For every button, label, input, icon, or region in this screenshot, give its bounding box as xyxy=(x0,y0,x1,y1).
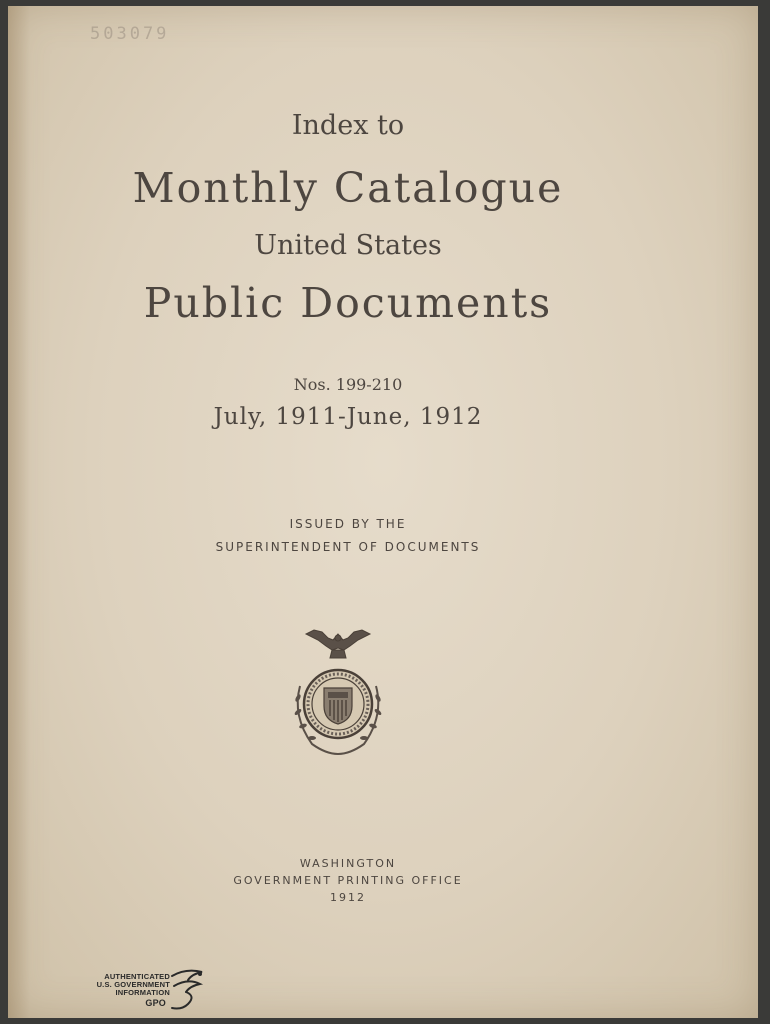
gpo-badge-line4: GPO xyxy=(145,998,166,1008)
title-line-index-to: Index to xyxy=(291,110,405,141)
issuer-line: SUPERINTENDENT OF DOCUMENTS xyxy=(215,540,481,554)
gpo-badge-line2: U.S. GOVERNMENT xyxy=(96,980,170,989)
gpo-badge-line3: INFORMATION xyxy=(115,988,170,997)
imprint-office: GOVERNMENT PRINTING OFFICE xyxy=(233,874,463,887)
gpo-badge-line1: AUTHENTICATED xyxy=(104,972,170,981)
accession-stamp: 503079 xyxy=(90,24,170,44)
issued-by-line: ISSUED BY THE xyxy=(289,517,407,531)
title-line-monthly-catalogue: Monthly Catalogue xyxy=(132,164,564,212)
document-page xyxy=(8,6,758,1018)
gpo-eagle-icon xyxy=(166,966,208,1012)
imprint-year: 1912 xyxy=(330,891,366,904)
date-range: July, 1911-June, 1912 xyxy=(213,404,483,430)
issue-numbers: Nos. 199-210 xyxy=(293,375,403,394)
imprint-place: WASHINGTON xyxy=(299,857,397,870)
title-line-public-documents: Public Documents xyxy=(143,279,553,327)
gpo-authentication-badge xyxy=(70,966,210,1016)
eagle-seal-icon xyxy=(278,626,398,761)
title-line-united-states: United States xyxy=(254,230,442,261)
